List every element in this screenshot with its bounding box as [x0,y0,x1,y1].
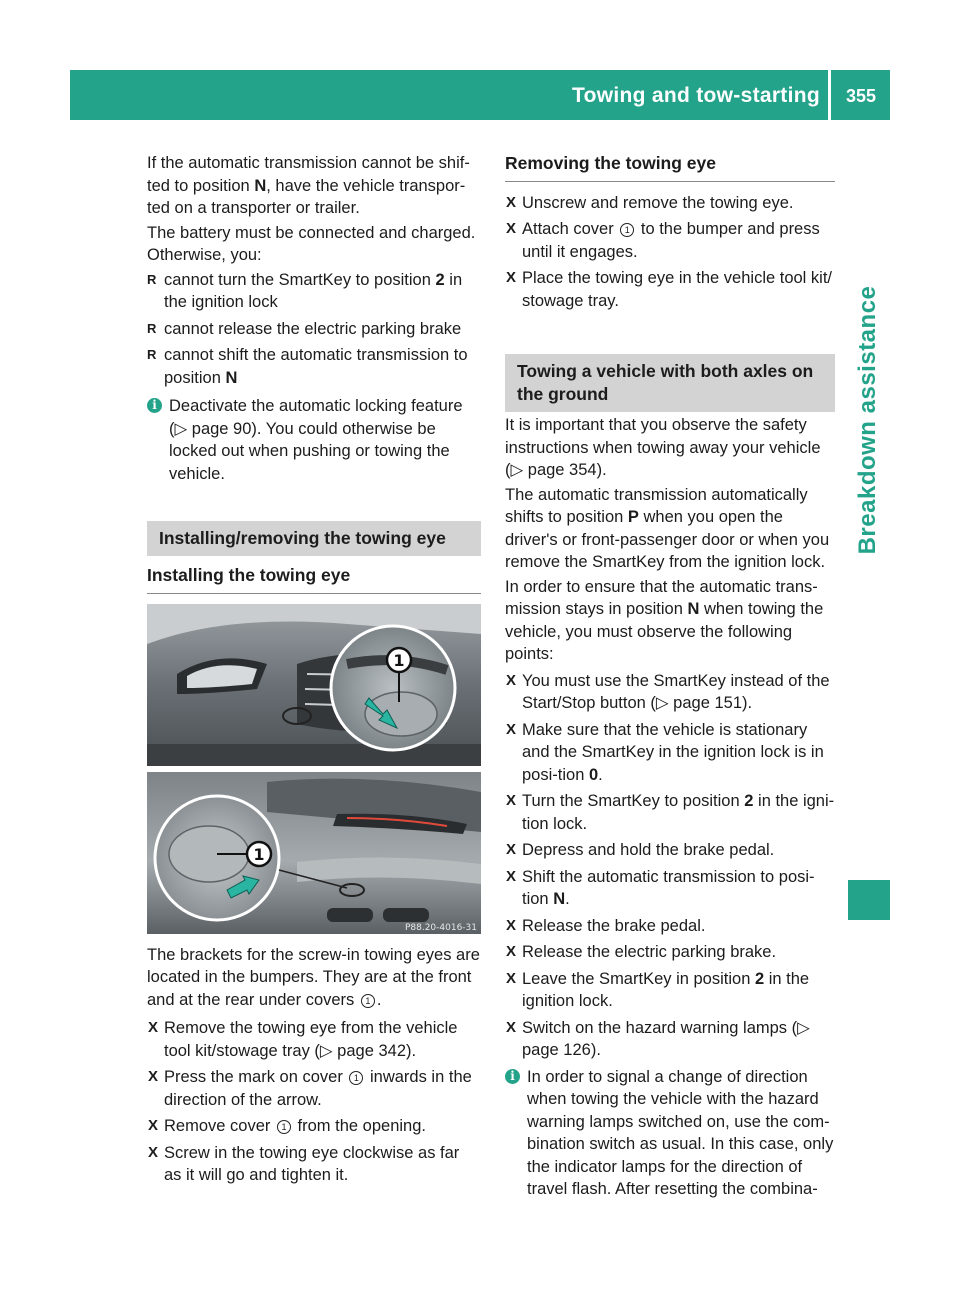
para-text-end: when towing the vehicle, you must observe the following points: [505,600,824,663]
remove-step [505,192,835,215]
para-position-n [505,576,835,666]
tow-step [505,839,835,862]
bullet-item [147,318,481,341]
step-text-end: . [565,890,570,908]
page-number: 355 [845,86,877,106]
step-text: Turn the SmartKey to position [522,792,745,810]
callout-1-icon: 1 [349,1071,363,1085]
info-note-text: Deactivate the automatic locking feature (▷ page 90). You could otherwise be locked out when pushing or towing the vehicle. [169,397,463,483]
bullet-text: cannot turn the SmartKey to position [164,270,436,289]
intro-position-n: N [254,176,267,195]
bullet-text-end: in the ignition lock [164,270,463,311]
para-shift-p [505,484,835,574]
install-step [147,1115,481,1138]
rear-bumper-photo [147,772,481,934]
bullet-marker: R [147,320,157,336]
para-text: The automatic transmission automatically shifts to position [505,485,808,526]
step-bold: 2 [744,792,754,810]
step-marker-icon: X [506,220,517,237]
step-bold: 0 [588,765,599,784]
info-icon: i [147,398,162,413]
para-safety: It is important that you observe the safety instructions when towing away your vehicle (▷ page 354). [505,416,821,479]
step-marker-icon: X [506,1018,517,1036]
info-icon: i [505,1069,520,1084]
step-bold: 2 [754,969,765,988]
side-tab-label: Breakdown assistance [854,285,881,555]
section-heading-towing-both-axles: Towing a vehicle with both axles on the ground [505,354,835,412]
step-text: Release the brake pedal. [522,916,706,935]
section-heading-towing-eye: Installing/removing the towing eye [147,521,481,556]
tow-step [505,941,835,964]
step-text: Unscrew and remove the towing eye. [522,193,794,212]
step-text: Attach cover [522,220,619,238]
bullet-bold: N [225,368,238,387]
step-text-end: in the ignition lock. [522,969,810,1010]
step-marker-icon: X [148,1143,159,1161]
install-step [147,1142,481,1187]
callout-1-icon: 1 [277,1120,291,1134]
rear-bumper-illustration [147,772,481,934]
tow-step [505,968,835,1013]
right-column [505,152,835,1201]
left-column [147,152,481,1187]
intro-line-1: If the automatic transmission cannot be shif- [147,154,470,172]
bullet-text: cannot shift the automatic transmission to position [164,346,468,387]
install-step [147,1017,481,1062]
tow-step [505,790,835,835]
tow-step [505,866,835,911]
step-text: Remove the towing eye from the vehicle tool kit/stowage tray (▷ page 342). [164,1019,458,1060]
para-bold: P [627,508,639,526]
side-tab-marker [848,880,890,920]
step-text-end: inwards in the direction of the arrow. [164,1068,472,1109]
intro-line-2a: ted to position [147,176,255,195]
step-text: Remove cover [164,1117,275,1135]
step-text-end: from the opening. [292,1117,426,1135]
bullet-item [147,344,481,389]
tow-step [505,719,835,787]
step-text: Depress and hold the brake pedal. [522,841,775,859]
bullet-item [147,269,481,314]
remove-step [505,267,835,312]
subheading-installing: Installing the towing eye [147,564,481,594]
bullet-marker: R [147,347,157,362]
tow-step [505,670,835,715]
brackets-text-end: . [376,990,382,1009]
header-separator [828,70,831,120]
brackets-text: The brackets for the screw-in towing eyes are located in the bumpers. They are at the front and at the rear under covers [147,945,480,1009]
brackets-paragraph [147,944,481,1012]
step-text: Shift the automatic transmission to posi-tion [522,867,815,908]
step-text: Make sure that the vehicle is stationary and the SmartKey in the ignition lock is in posi-tion [522,720,824,784]
para-text: In order to ensure that the automatic trans-mission stays in position [505,577,818,618]
header-title: Towing and tow-starting [572,84,820,107]
step-text: Release the electric parking brake. [522,943,777,961]
step-text-end: to the bumper and press until it engages. [522,220,820,261]
step-marker-icon: X [506,792,517,809]
step-text: Press the mark on cover [164,1068,348,1086]
step-marker-icon: X [506,841,517,858]
step-marker-icon: X [506,720,517,738]
tow-step [505,1017,835,1062]
callout-1-icon: 1 [620,223,634,237]
subheading-removing: Removing the towing eye [505,152,835,182]
step-text: Switch on the hazard warning lamps (▷ page 126). [522,1018,810,1059]
callout-number: 1 [393,650,405,670]
step-text: Screw in the towing eye clockwise as far as it will go and tighten it. [164,1143,460,1184]
bullet-text: cannot release the electric parking brake [164,319,462,338]
callout-number-rear: 1 [253,844,265,864]
step-marker-icon: X [506,969,517,987]
step-text-end: . [598,765,603,784]
info-note [505,1066,835,1201]
tow-step [505,915,835,938]
callout-1-icon: 1 [361,994,375,1008]
step-marker-icon: X [506,671,517,689]
step-marker-icon: X [506,943,517,960]
step-marker-icon: X [148,1019,159,1036]
para-text-end: when you open the driver's or front-passenger door or when you remove the SmartKey from the ignition lock. [505,508,830,571]
info-note [147,395,481,485]
step-marker-icon: X [506,193,517,211]
step-bold: N [553,890,566,908]
step-marker-icon: X [506,916,517,934]
info-note-text: In order to signal a change of direction when towing the vehicle with the hazard warning lamps switched on, use the com-bination switch as usual. In this case, only the indicator lamps for the direction of travel flash. After resetting the combina- [527,1067,834,1198]
step-text-end: in the igni-tion lock. [522,792,835,833]
remove-step [505,218,835,263]
bullet-bold: 2 [435,270,445,289]
intro-line-3: ted on a transporter or trailer. [147,199,360,217]
intro-line-2b: , have the vehicle transpor- [266,176,466,195]
step-marker-icon: X [148,1117,159,1134]
image-code: P88.20-4016-31 [404,922,477,933]
para-bold: N [687,600,700,618]
step-marker-icon: X [506,867,517,885]
install-step [147,1066,481,1111]
step-text: Place the towing eye in the vehicle tool kit/ stowage tray. [522,269,833,310]
step-text: Leave the SmartKey in position [522,969,755,988]
front-bumper-photo [147,604,481,766]
step-marker-icon: X [148,1068,159,1085]
step-marker-icon: X [506,269,517,286]
intro-paragraph-1 [147,152,481,220]
front-bumper-illustration [147,604,481,766]
intro-paragraph-2: The battery must be connected and charged. Otherwise, you: [147,223,476,264]
step-text: You must use the SmartKey instead of the Start/Stop button (▷ page 151). [522,671,830,712]
bullet-marker: R [147,271,157,287]
